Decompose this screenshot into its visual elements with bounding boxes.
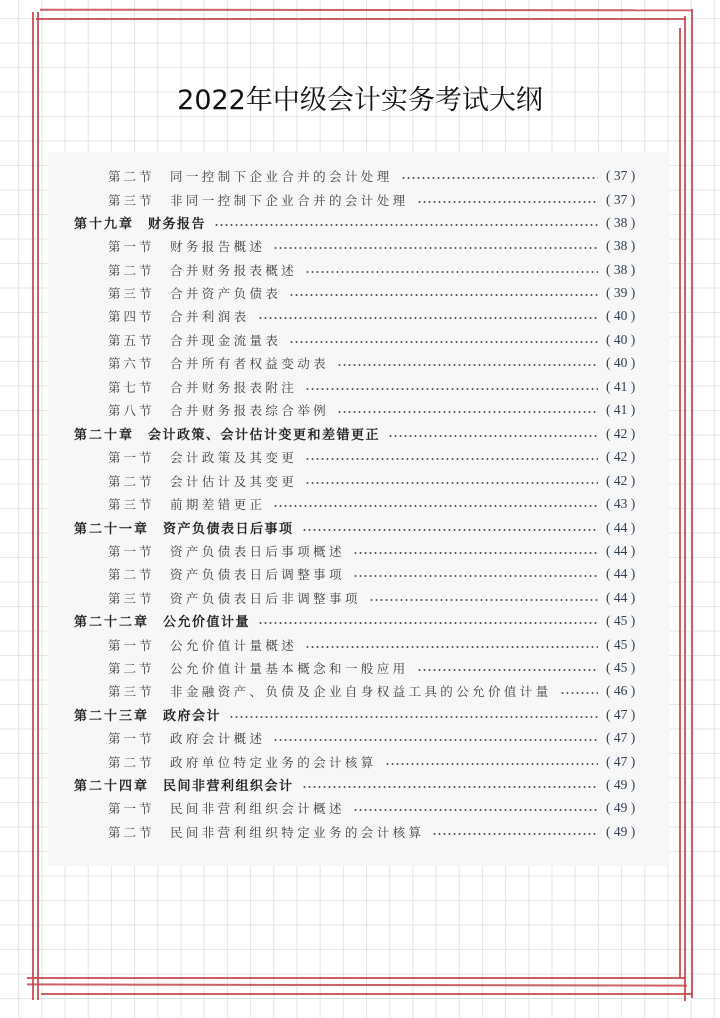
section-title: 政府会计概述 <box>170 730 266 746</box>
section-number: 第一节 <box>108 730 155 746</box>
toc-section-entry[interactable] <box>48 375 670 398</box>
chapter-title: 公允价值计量 <box>163 615 251 630</box>
section-title: 合并利润表 <box>170 308 250 324</box>
section-title: 资产负债表日后非调整事项 <box>170 590 361 606</box>
dot-leader <box>305 388 598 390</box>
toc-chapter-entry[interactable] <box>48 422 670 445</box>
dot-leader <box>214 224 598 226</box>
dot-leader <box>560 692 598 694</box>
dot-leader <box>369 599 598 601</box>
section-number: 第三节 <box>108 192 155 208</box>
section-number: 第二节 <box>108 824 155 840</box>
dot-leader <box>401 177 598 179</box>
chapter-title: 会计政策、会计估计变更和差错更正 <box>148 428 381 443</box>
toc-section-entry[interactable] <box>48 633 670 656</box>
dot-leader <box>229 716 598 718</box>
toc-chapter-entry[interactable] <box>48 211 670 234</box>
section-number: 第一节 <box>108 449 155 465</box>
dot-leader <box>273 247 598 249</box>
section-title: 民间非营利组织特定业务的会计核算 <box>170 824 425 840</box>
page-number: ( 44 ) <box>606 589 636 605</box>
page-number: ( 38 ) <box>606 237 636 253</box>
page-number: ( 45 ) <box>606 659 636 675</box>
section-title: 同一控制下企业合并的会计处理 <box>170 168 393 184</box>
frame-line-bottom <box>27 977 685 979</box>
section-number: 第四节 <box>108 308 155 324</box>
section-number: 第三节 <box>108 683 155 699</box>
page-number: ( 37 ) <box>606 167 636 183</box>
toc-section-entry[interactable] <box>48 539 670 562</box>
section-number: 第二节 <box>108 566 155 582</box>
dot-leader <box>353 809 598 811</box>
chapter-number: 第二十四章 <box>74 779 150 794</box>
dot-leader <box>353 552 598 554</box>
section-number: 第二节 <box>108 168 155 184</box>
toc-section-entry[interactable] <box>48 304 670 327</box>
section-number: 第三节 <box>108 285 155 301</box>
frame-line-top <box>36 18 686 20</box>
section-title: 公允价值计量概述 <box>170 637 298 653</box>
page-number: ( 49 ) <box>606 823 636 839</box>
section-number: 第二节 <box>108 660 155 676</box>
toc-section-entry[interactable] <box>48 750 670 773</box>
section-title: 合并资产负债表 <box>170 285 282 301</box>
page-number: ( 39 ) <box>606 284 636 300</box>
section-title: 财务报告概述 <box>170 238 266 254</box>
section-title: 合并财务报表综合举例 <box>170 402 330 418</box>
toc-section-entry[interactable] <box>48 188 670 211</box>
frame-line-top <box>40 9 692 12</box>
dot-leader <box>417 669 598 671</box>
dot-leader <box>385 763 598 765</box>
frame-line-left <box>32 12 34 1000</box>
frame-line-right <box>691 9 693 998</box>
toc-section-entry[interactable] <box>48 351 670 374</box>
section-title: 公允价值计量基本概念和一般应用 <box>170 660 409 676</box>
section-title: 合并所有者权益变动表 <box>170 355 330 371</box>
dot-leader <box>258 317 598 319</box>
page-number: ( 45 ) <box>606 612 636 628</box>
dot-leader <box>353 575 598 577</box>
chapter-title: 政府会计 <box>163 709 222 724</box>
document-title: 2022年中级会计实务考试大纲 <box>177 85 543 116</box>
dot-leader <box>302 786 598 788</box>
dot-leader <box>305 482 598 484</box>
section-title: 非金融资产、负债及企业自身权益工具的公允价值计量 <box>170 683 552 699</box>
chapter-title: 资产负债表日后事项 <box>163 522 294 537</box>
page-number: ( 40 ) <box>606 331 636 347</box>
toc-section-entry[interactable] <box>48 469 670 492</box>
chapter-number: 第二十一章 <box>74 522 150 537</box>
section-number: 第一节 <box>108 238 155 254</box>
page-number: ( 42 ) <box>606 425 636 441</box>
section-number: 第一节 <box>108 637 155 653</box>
section-title: 合并现金流量表 <box>170 332 282 348</box>
toc-section-entry[interactable] <box>48 796 670 819</box>
dot-leader <box>337 364 598 366</box>
toc-chapter-entry[interactable] <box>48 773 670 796</box>
section-number: 第八节 <box>108 402 155 418</box>
section-title: 合并财务报表附注 <box>170 379 298 395</box>
section-number: 第三节 <box>108 496 155 512</box>
section-title: 资产负债表日后事项概述 <box>170 543 345 559</box>
frame-line-right <box>684 16 686 1001</box>
toc-section-entry[interactable] <box>48 586 670 609</box>
page-number: ( 43 ) <box>606 495 636 511</box>
page-number: ( 47 ) <box>606 706 636 722</box>
frame-line-right <box>679 28 681 978</box>
page-number: ( 41 ) <box>606 401 636 417</box>
toc-section-entry[interactable] <box>48 445 670 468</box>
page-number: ( 37 ) <box>606 191 636 207</box>
section-number: 第一节 <box>108 543 155 559</box>
toc-section-entry[interactable] <box>48 492 670 515</box>
page-number: ( 44 ) <box>606 565 636 581</box>
section-title: 合并财务报表概述 <box>170 262 298 278</box>
toc-section-entry[interactable] <box>48 258 670 281</box>
section-number: 第五节 <box>108 332 155 348</box>
toc-section-entry[interactable] <box>48 281 670 304</box>
dot-leader <box>258 622 598 624</box>
toc-section-entry[interactable] <box>48 164 670 187</box>
toc-section-entry[interactable] <box>48 656 670 679</box>
frame-line-bottom <box>27 983 687 986</box>
toc-section-entry[interactable] <box>48 398 670 421</box>
section-title: 前期差错更正 <box>170 496 266 512</box>
chapter-number: 第二十章 <box>74 428 135 443</box>
toc-section-entry[interactable] <box>48 726 670 749</box>
toc-section-entry[interactable] <box>48 679 670 702</box>
page-number: ( 47 ) <box>606 729 636 745</box>
section-number: 第一节 <box>108 800 155 816</box>
page-number: ( 42 ) <box>606 472 636 488</box>
page-number: ( 40 ) <box>606 354 636 370</box>
section-title: 政府单位特定业务的会计核算 <box>170 754 377 770</box>
page-number: ( 49 ) <box>606 799 636 815</box>
toc-section-entry[interactable] <box>48 234 670 257</box>
page-number: ( 47 ) <box>606 753 636 769</box>
dot-leader <box>289 341 598 343</box>
dot-leader <box>337 411 598 413</box>
section-title: 会计政策及其变更 <box>170 449 298 465</box>
chapter-number: 第二十二章 <box>74 615 150 630</box>
chapter-title: 民间非营利组织会计 <box>163 779 294 794</box>
toc-section-entry[interactable] <box>48 328 670 351</box>
page-number: ( 45 ) <box>606 636 636 652</box>
dot-leader <box>432 833 598 835</box>
section-title: 民间非营利组织会计概述 <box>170 800 345 816</box>
page-number: ( 40 ) <box>606 307 636 323</box>
page-number: ( 41 ) <box>606 378 636 394</box>
dot-leader <box>273 739 598 741</box>
dot-leader <box>302 529 598 531</box>
section-number: 第三节 <box>108 590 155 606</box>
toc-chapter-entry[interactable] <box>48 703 670 726</box>
toc-chapter-entry[interactable] <box>48 609 670 632</box>
dot-leader <box>305 458 598 460</box>
page-number: ( 46 ) <box>606 682 636 698</box>
chapter-number: 第二十三章 <box>74 709 150 724</box>
dot-leader <box>305 271 598 273</box>
chapter-title: 财务报告 <box>148 217 207 232</box>
frame-line-left <box>37 12 39 1000</box>
section-title: 非同一控制下企业合并的会计处理 <box>170 192 409 208</box>
table-of-contents <box>48 152 670 866</box>
dot-leader <box>273 505 598 507</box>
toc-section-entry[interactable] <box>48 562 670 585</box>
section-title: 资产负债表日后调整事项 <box>170 566 345 582</box>
page-number: ( 49 ) <box>606 776 636 792</box>
section-number: 第二节 <box>108 754 155 770</box>
chapter-number: 第十九章 <box>74 217 135 232</box>
section-title: 会计估计及其变更 <box>170 473 298 489</box>
dot-leader <box>305 646 598 648</box>
page-number: ( 44 ) <box>606 519 636 535</box>
dot-leader <box>417 201 598 203</box>
toc-section-entry[interactable] <box>48 820 670 843</box>
page-number: ( 44 ) <box>606 542 636 558</box>
section-number: 第二节 <box>108 473 155 489</box>
page-number: ( 38 ) <box>606 214 636 230</box>
page-number: ( 42 ) <box>606 448 636 464</box>
dot-leader <box>289 294 598 296</box>
section-number: 第七节 <box>108 379 155 395</box>
section-number: 第六节 <box>108 355 155 371</box>
dot-leader <box>388 435 598 437</box>
section-number: 第二节 <box>108 262 155 278</box>
page-number: ( 38 ) <box>606 261 636 277</box>
frame-line-bottom <box>41 993 693 995</box>
toc-chapter-entry[interactable] <box>48 516 670 539</box>
